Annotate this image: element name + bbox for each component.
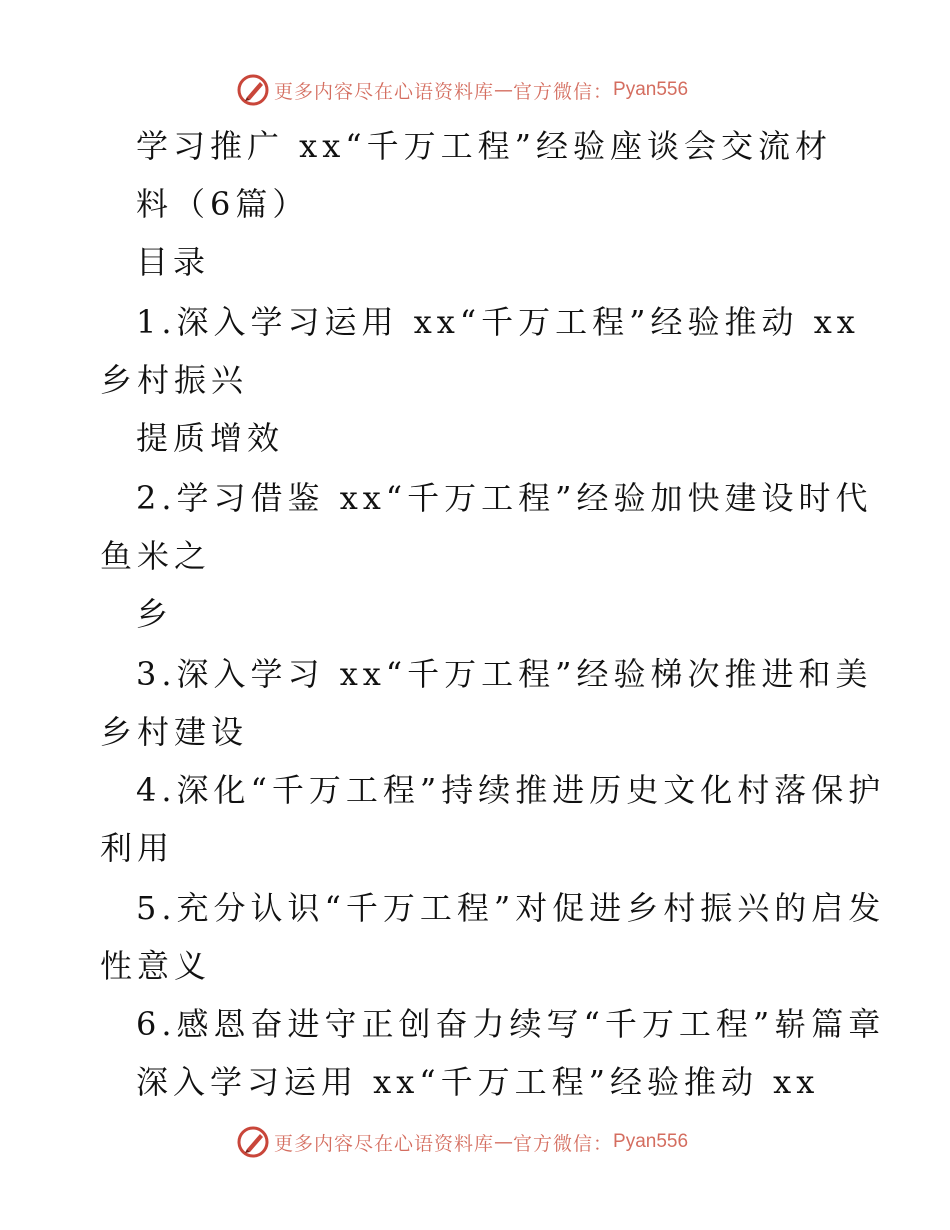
pen-logo-icon <box>236 1125 270 1159</box>
watermark-separator: — <box>494 79 514 101</box>
doc-title-line2: 料（6篇） <box>136 185 310 223</box>
toc-item-3-line1: 3.深入学习 xx“千万工程”经验梯次推进和美 <box>136 655 873 693</box>
header-watermark <box>236 72 688 108</box>
watermark-separator: — <box>494 1131 514 1153</box>
toc-item-5-line2: 性意义 <box>100 947 212 985</box>
watermark-official: 官方微信： <box>513 1132 614 1155</box>
body-first-line: 深入学习运用 xx“千万工程”经验推动 xx <box>136 1063 820 1101</box>
toc-item-2-line2: 鱼米之 <box>100 537 212 575</box>
toc-item-1-line1: 1.深入学习运用 xx“千万工程”经验推动 xx <box>136 303 860 341</box>
toc-item-1-line3: 提质增效 <box>136 419 285 457</box>
toc-item-5-line1: 5.充分认识“千万工程”对促进乡村振兴的启发 <box>136 889 886 927</box>
watermark-text: 更多内容尽在心语资料库 <box>274 1132 495 1155</box>
toc-item-1-line2: 乡村振兴 <box>100 361 249 399</box>
doc-title-line1: 学习推广 xx“千万工程”经验座谈会交流材 <box>136 127 832 165</box>
watermark-id: Pyan556 <box>613 79 689 100</box>
toc-item-4-line1: 4.深化“千万工程”持续推进历史文化村落保护 <box>136 771 886 809</box>
toc-item-2-line3: 乡 <box>136 595 174 633</box>
toc-item-3-line2: 乡村建设 <box>100 713 249 751</box>
watermark-official: 官方微信： <box>513 80 614 103</box>
pen-logo-icon <box>236 73 270 107</box>
watermark-id: Pyan556 <box>613 1131 689 1152</box>
toc-heading: 目录 <box>136 243 211 281</box>
watermark-text: 更多内容尽在心语资料库 <box>274 80 495 103</box>
toc-item-2-line1: 2.学习借鉴 xx“千万工程”经验加快建设时代 <box>136 479 873 517</box>
footer-watermark <box>236 1124 688 1160</box>
toc-item-6-line1: 6.感恩奋进守正创奋力续写“千万工程”崭篇章 <box>136 1005 886 1043</box>
toc-item-4-line2: 利用 <box>100 829 175 867</box>
